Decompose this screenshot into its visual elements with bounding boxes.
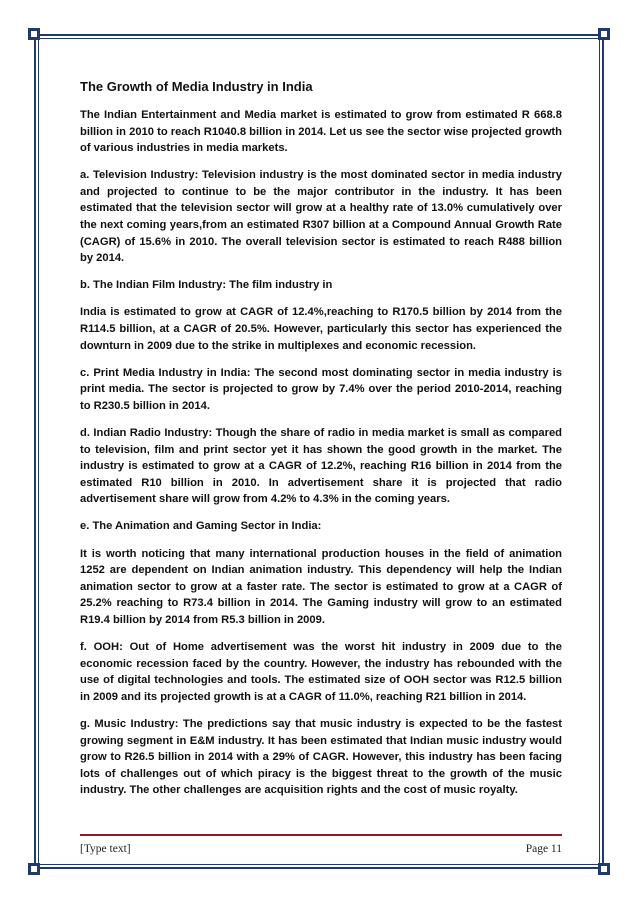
document-body [80,78,562,809]
paragraph-film-heading: b. The Indian Film Industry: The film industry in [80,279,333,292]
paragraph-intro: The Indian Entertainment and Media market is estimated to grow from estimated R 668.8 billion in 2010 to reach R1040.8 billion in 2014. Let us see the sector wise projected growth of various industries in media markets. [80,109,562,155]
paragraph-music: g. Music Industry: The predictions say that music industry is expected to be the fastest growing segment in E&M industry. It has been estimated that Indian music industry would grow to R26.5 billion in 2014 with a 29% of CAGR. However, this industry has been facing lots of challenges out of which piracy is the biggest threat to the growth of the music industry. The other challenges are acquisition rights and the cost of music royalty. [80,717,562,797]
paragraph-ooh: f. OOH: Out of Home advertisement was the worst hit industry in 2009 due to the economic recession faced by the country. However, the industry has rebounded with the use of digital technologies and tools. The estimated size of OOH sector was R12.5 billion in 2009 and its projected growth is at a CAGR of 11.0%, reaching R21 billion in 2014. [80,641,562,703]
paragraph-radio: d. Indian Radio Industry: Though the share of radio in media market is small as compared to television, film and print sector yet it has shown the good growth in the market. The industry is estimated to grow at a CAGR of 12.2%, reaching R16 billion in 2014 from the estimated R10 billion in 2010. In advertisement share it is projected that radio advertisement share will grow from 4.2% to 4.3% in the coming years. [80,427,562,506]
corner-ornament-bottom-right [598,863,610,875]
corner-ornament-bottom-left [28,863,40,875]
paragraph-print-media: c. Print Media Industry in India: The second most dominating sector in media industry is print media. The sector is projected to grow by 7.4% over the period 2010-2014, reaching to R230.5 billion in 2014. [80,366,562,412]
page-title: The Growth of Media Industry in India [80,79,313,94]
page-footer [80,834,562,855]
footer-placeholder-text: [Type text] [80,843,131,855]
paragraph-animation: It is worth noticing that many international production houses in the field of animation 1252 are dependent on Indian animation industry. This dependency will help the Indian animation sector to grow at a faster rate. The sector is estimated to grow at a CAGR of 25.2% reaching to R73.4 billion in 2014. The Gaming industry will grow to an estimated R19.4 billion by 2014 from R5.3 billion in 2009. [80,547,562,626]
page-number: Page 11 [525,843,562,855]
paragraph-film: India is estimated to grow at CAGR of 12.4%,reaching to R170.5 billion by 2014 from the R114.5 billion, at a CAGR of 20.5%. However, particularly this sector has experienced the downturn in 2009 due to the strike in multiplexes and economic recession. [80,306,562,352]
paragraph-animation-heading: e. The Animation and Gaming Sector in India: [80,520,322,533]
paragraph-television: a. Television Industry: Television industry is the most dominated sector in media industry and projected to continue to be the major contributor in the industry. It has been estimated that the television sector will grow at a healthy rate of 13.0% cumulatively over the next coming years,from an estimated R307 billion at a Compound Annual Growth Rate (CAGR) of 15.6% in 2010. The overall television sector is estimated to reach R488 billion by 2014. [80,169,562,265]
corner-ornament-top-right [598,28,610,40]
corner-ornament-top-left [28,28,40,40]
